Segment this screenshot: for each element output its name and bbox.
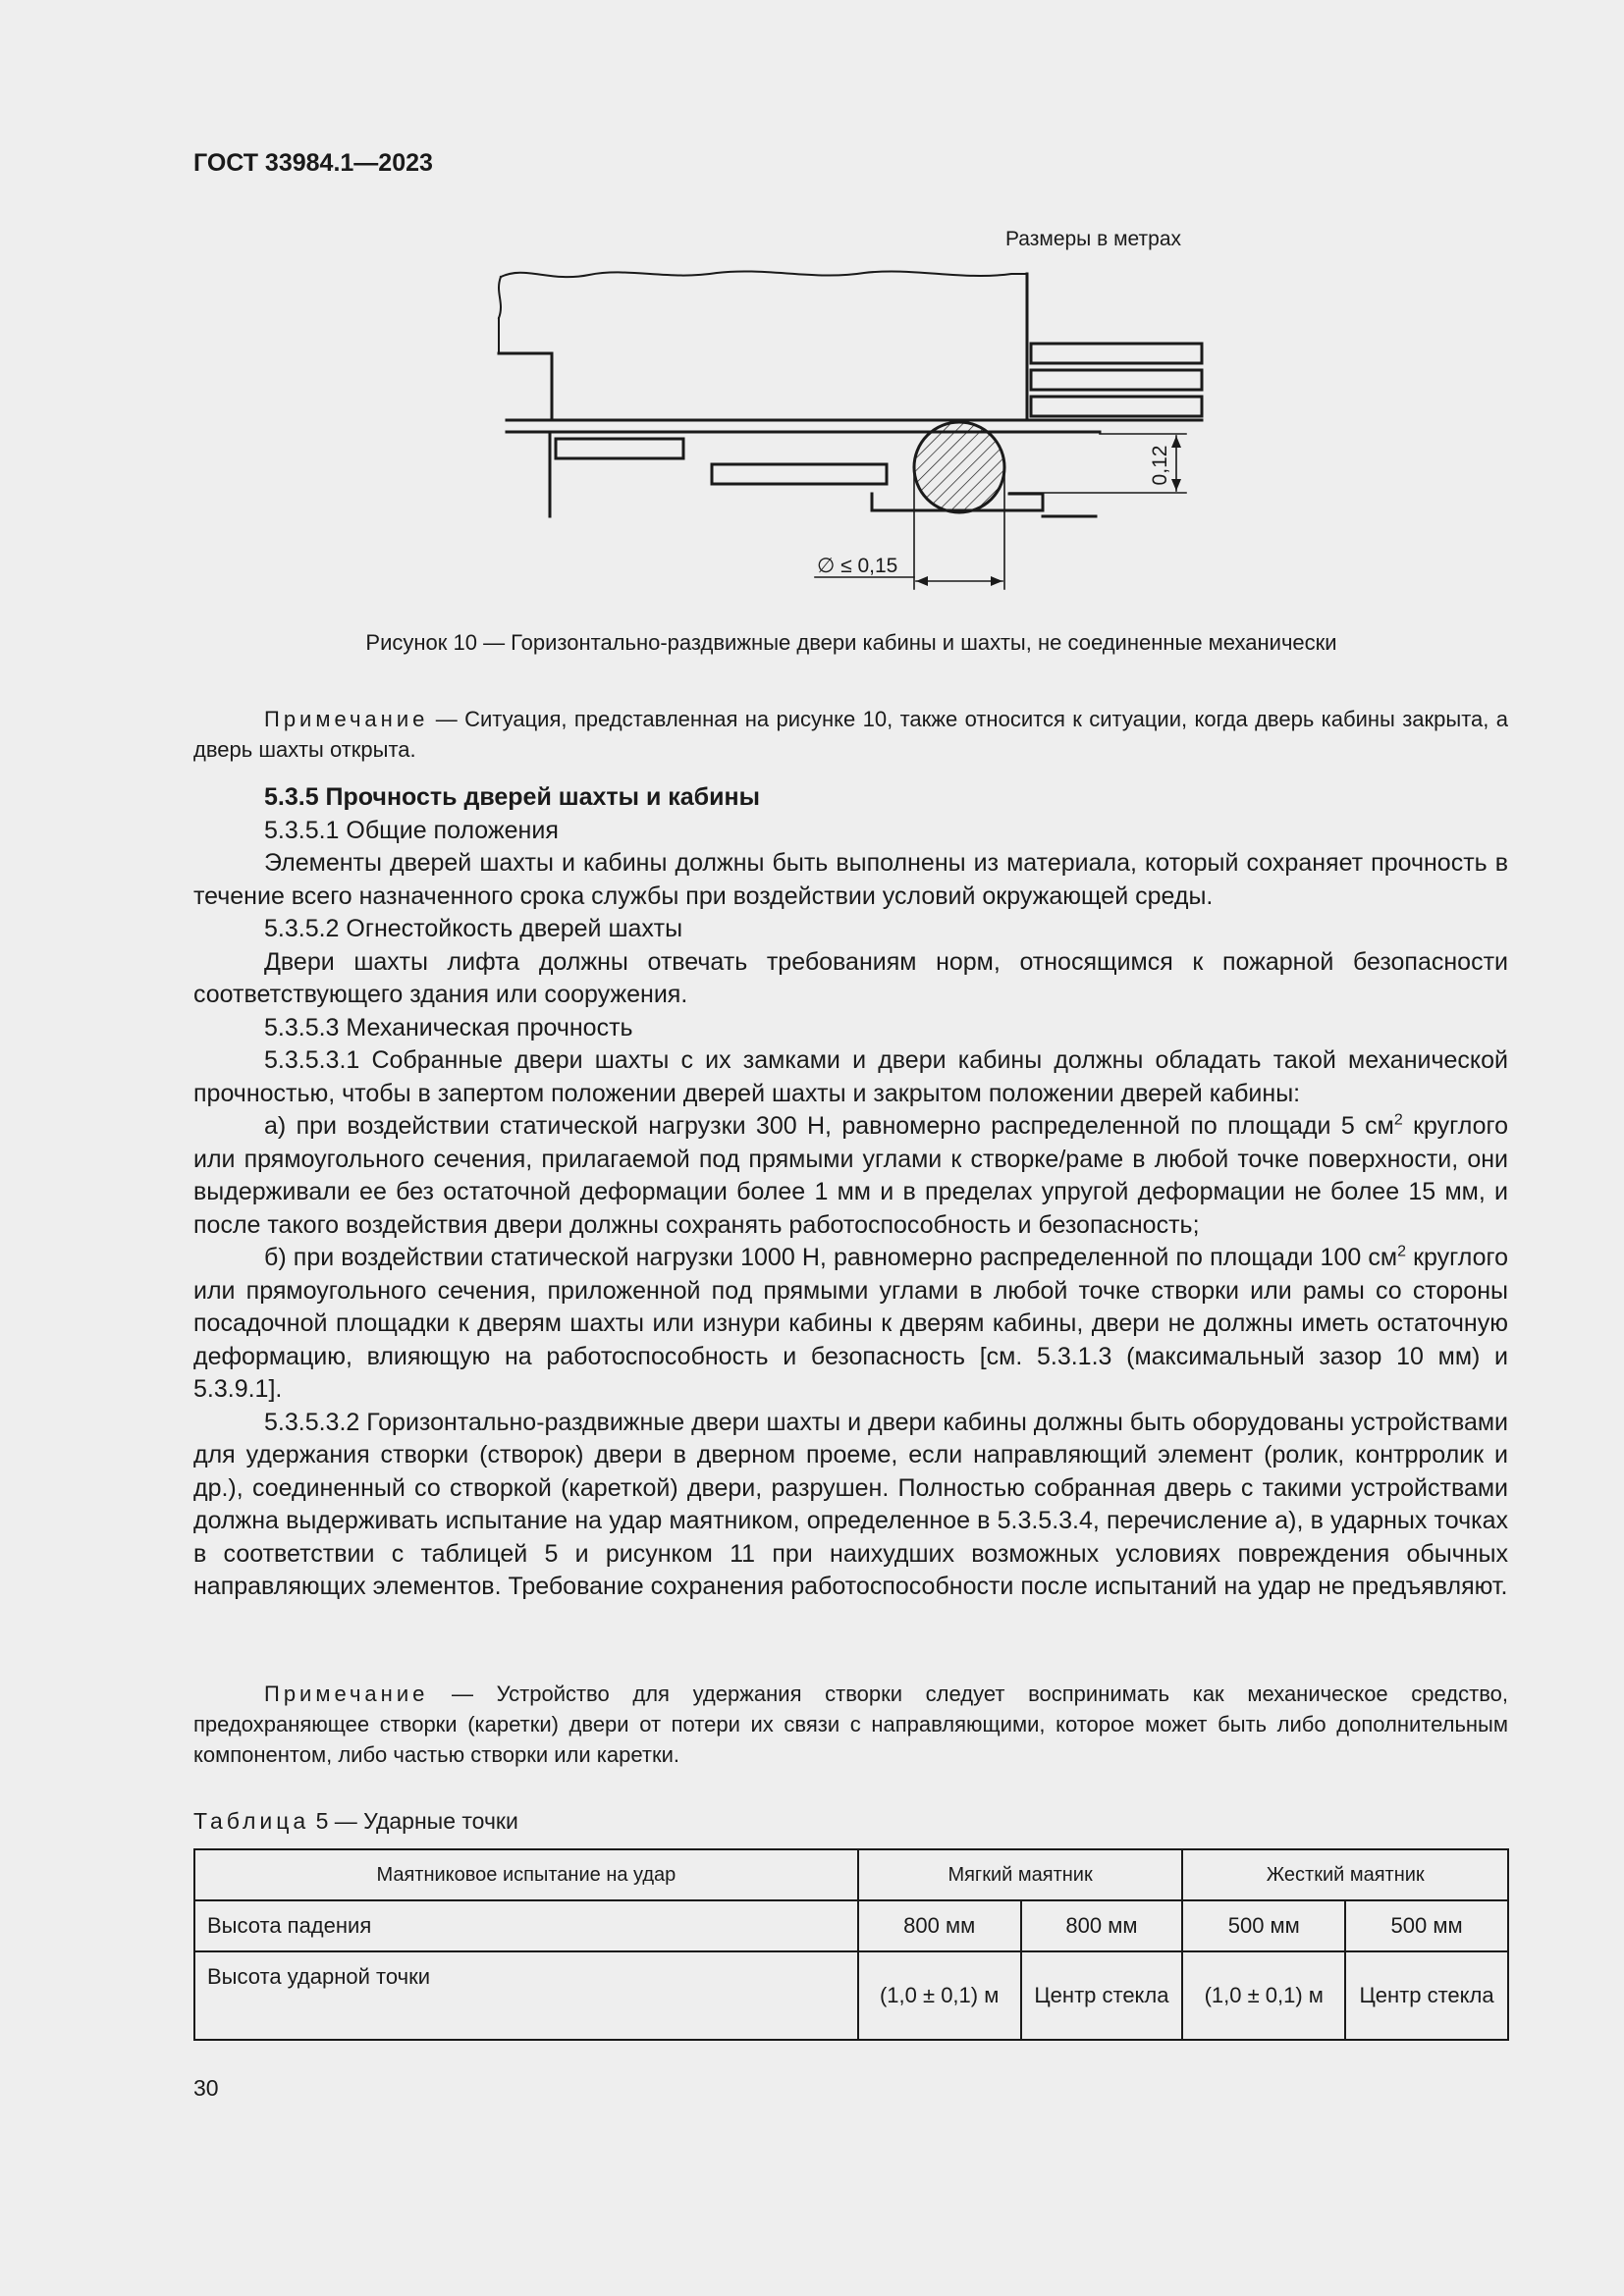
table-header: Мягкий маятник: [858, 1849, 1183, 1900]
table-cell: 800 мм: [858, 1900, 1021, 1951]
list-item-a-sup: 2: [1393, 1111, 1403, 1129]
document-header: ГОСТ 33984.1—2023: [193, 149, 433, 177]
impact-points-table: [193, 1848, 1509, 2041]
table-row: [194, 1900, 1508, 1951]
note-2: [193, 1679, 1508, 1770]
table-cell: Высота ударной точки: [194, 1951, 858, 2040]
figure-caption: Рисунок 10 — Горизонтально-раздвижные двери кабины и шахты, не соединенные механически: [365, 630, 1337, 655]
list-item-a: [193, 1110, 1508, 1242]
table-row: [194, 1951, 1508, 2040]
table-header: Жесткий маятник: [1182, 1849, 1508, 1900]
dim-gap-label: 0,12: [1149, 445, 1171, 486]
note-2-text: — Устройство для удержания створки следует воспринимать как механическое средство, предохраняющее створки (каретки) двери от потери их связи с направляющими, которое может быть либо дополнительным компонентом, либо частью створки или каретки.: [193, 1682, 1508, 1767]
note-1-text: — Ситуация, представленная на рисунке 10, также относится к ситуации, когда дверь кабины закрыта, а дверь шахты открыта.: [193, 707, 1508, 762]
page-number: 30: [193, 2075, 219, 2101]
units-note: Размеры в метрах: [1005, 228, 1181, 250]
table-cell: Высота падения: [194, 1900, 858, 1951]
subsection-5-3-5-2-text: Двери шахты лифта должны отвечать требованиям норм, относящимся к пожарной безопасности соответствующего здания или сооружения.: [193, 947, 1508, 1008]
table-cell: Центр стекла: [1021, 1951, 1183, 2040]
table-cell: (1,0 ± 0,1) м: [858, 1951, 1021, 2040]
subsection-5-3-5-1-text: Элементы дверей шахты и кабины должны быть выполнены из материала, который сохраняет прочность в течение всего назначенного срока службы при воздействии условий окружающей среды.: [193, 849, 1508, 910]
subsection-5-3-5-2-title: 5.3.5.2 Огнестойкость дверей шахты: [264, 915, 683, 942]
section-heading: 5.3.5 Прочность дверей шахты и кабины: [264, 783, 760, 811]
table-cell: Центр стекла: [1345, 1951, 1508, 2040]
table-cell: 500 мм: [1182, 1900, 1345, 1951]
clause-5-3-5-3-2: 5.3.5.3.2 Горизонтально-раздвижные двери шахты и двери кабины должны быть оборудованы устройствами для удержания створки (створок) двери в дверном проеме, если направляющий элемент (ролик, контрролик и др.), соединенный со створкой (кареткой) двери, разрушен. Полностью собранная дверь с такими устройствами должна выдерживать испытание на удар маятником, определенное в 5.3.5.3.4, перечисление а), в ударных точках в соответствии с таблицей 5 и рисунком 11 при наихудших возможных условиях повреждения обычных направляющих элементов. Требование сохранения работоспособности после испытаний на удар не предъявляют.: [193, 1408, 1508, 1600]
note-2-label: Примечание: [264, 1682, 429, 1706]
figure-10-drawing: [471, 265, 1218, 599]
list-item-b: [193, 1242, 1508, 1407]
list-item-b-sup: 2: [1397, 1243, 1406, 1260]
list-item-a-pre: а) при воздействии статической нагрузки 300 Н, равномерно распределенной по площади 5 см: [264, 1112, 1394, 1140]
section-5-3-5: [193, 781, 1508, 1604]
table-title: [193, 1808, 518, 1835]
subsection-5-3-5-3-title: 5.3.5.3 Механическая прочность: [264, 1013, 633, 1041]
table-cell: 500 мм: [1345, 1900, 1508, 1951]
table-header: Маятниковое испытание на удар: [194, 1849, 858, 1900]
table-cell: (1,0 ± 0,1) м: [1182, 1951, 1345, 2040]
table-header-row: [194, 1849, 1508, 1900]
clause-5-3-5-3-1: 5.3.5.3.1 Собранные двери шахты с их замками и двери кабины должны обладать такой механической прочностью, чтобы в запертом положении дверей шахты и закрытом положении дверей кабины:: [193, 1046, 1508, 1107]
subsection-5-3-5-1-title: 5.3.5.1 Общие положения: [264, 816, 559, 844]
list-item-b-post: круглого или прямоугольного сечения, приложенной под прямыми углами в любой точке створки или рамы со стороны посадочной площадки к дверям шахты или изнури кабины к дверям кабины, двери не должны иметь остаточную деформацию, влияющую на работоспособность и безопасность [см. 5.3.1.3 (максимальный зазор 10 мм) и 5.3.9.1].: [193, 1244, 1508, 1403]
table-cell: 800 мм: [1021, 1900, 1183, 1951]
table-title-label: Таблица: [193, 1808, 310, 1834]
note-1-label: Примечание: [264, 707, 429, 731]
note-1: [193, 704, 1508, 765]
list-item-a-post: круглого или прямоугольного сечения, прилагаемой под прямыми углами к створке/раме в любой точке поверхности, они выдерживали ее без остаточной деформации более 1 мм и в пределах упругой деформации не более 15 мм, и после такого воздействия двери должны сохранять работоспособность и безопасность;: [193, 1112, 1508, 1239]
list-item-b-pre: б) при воздействии статической нагрузки 1000 Н, равномерно распределенной по площади 100 см: [264, 1244, 1398, 1271]
dim-diameter-label: ∅ ≤ 0,15: [817, 555, 898, 577]
table-title-text: 5 — Ударные точки: [309, 1808, 518, 1834]
